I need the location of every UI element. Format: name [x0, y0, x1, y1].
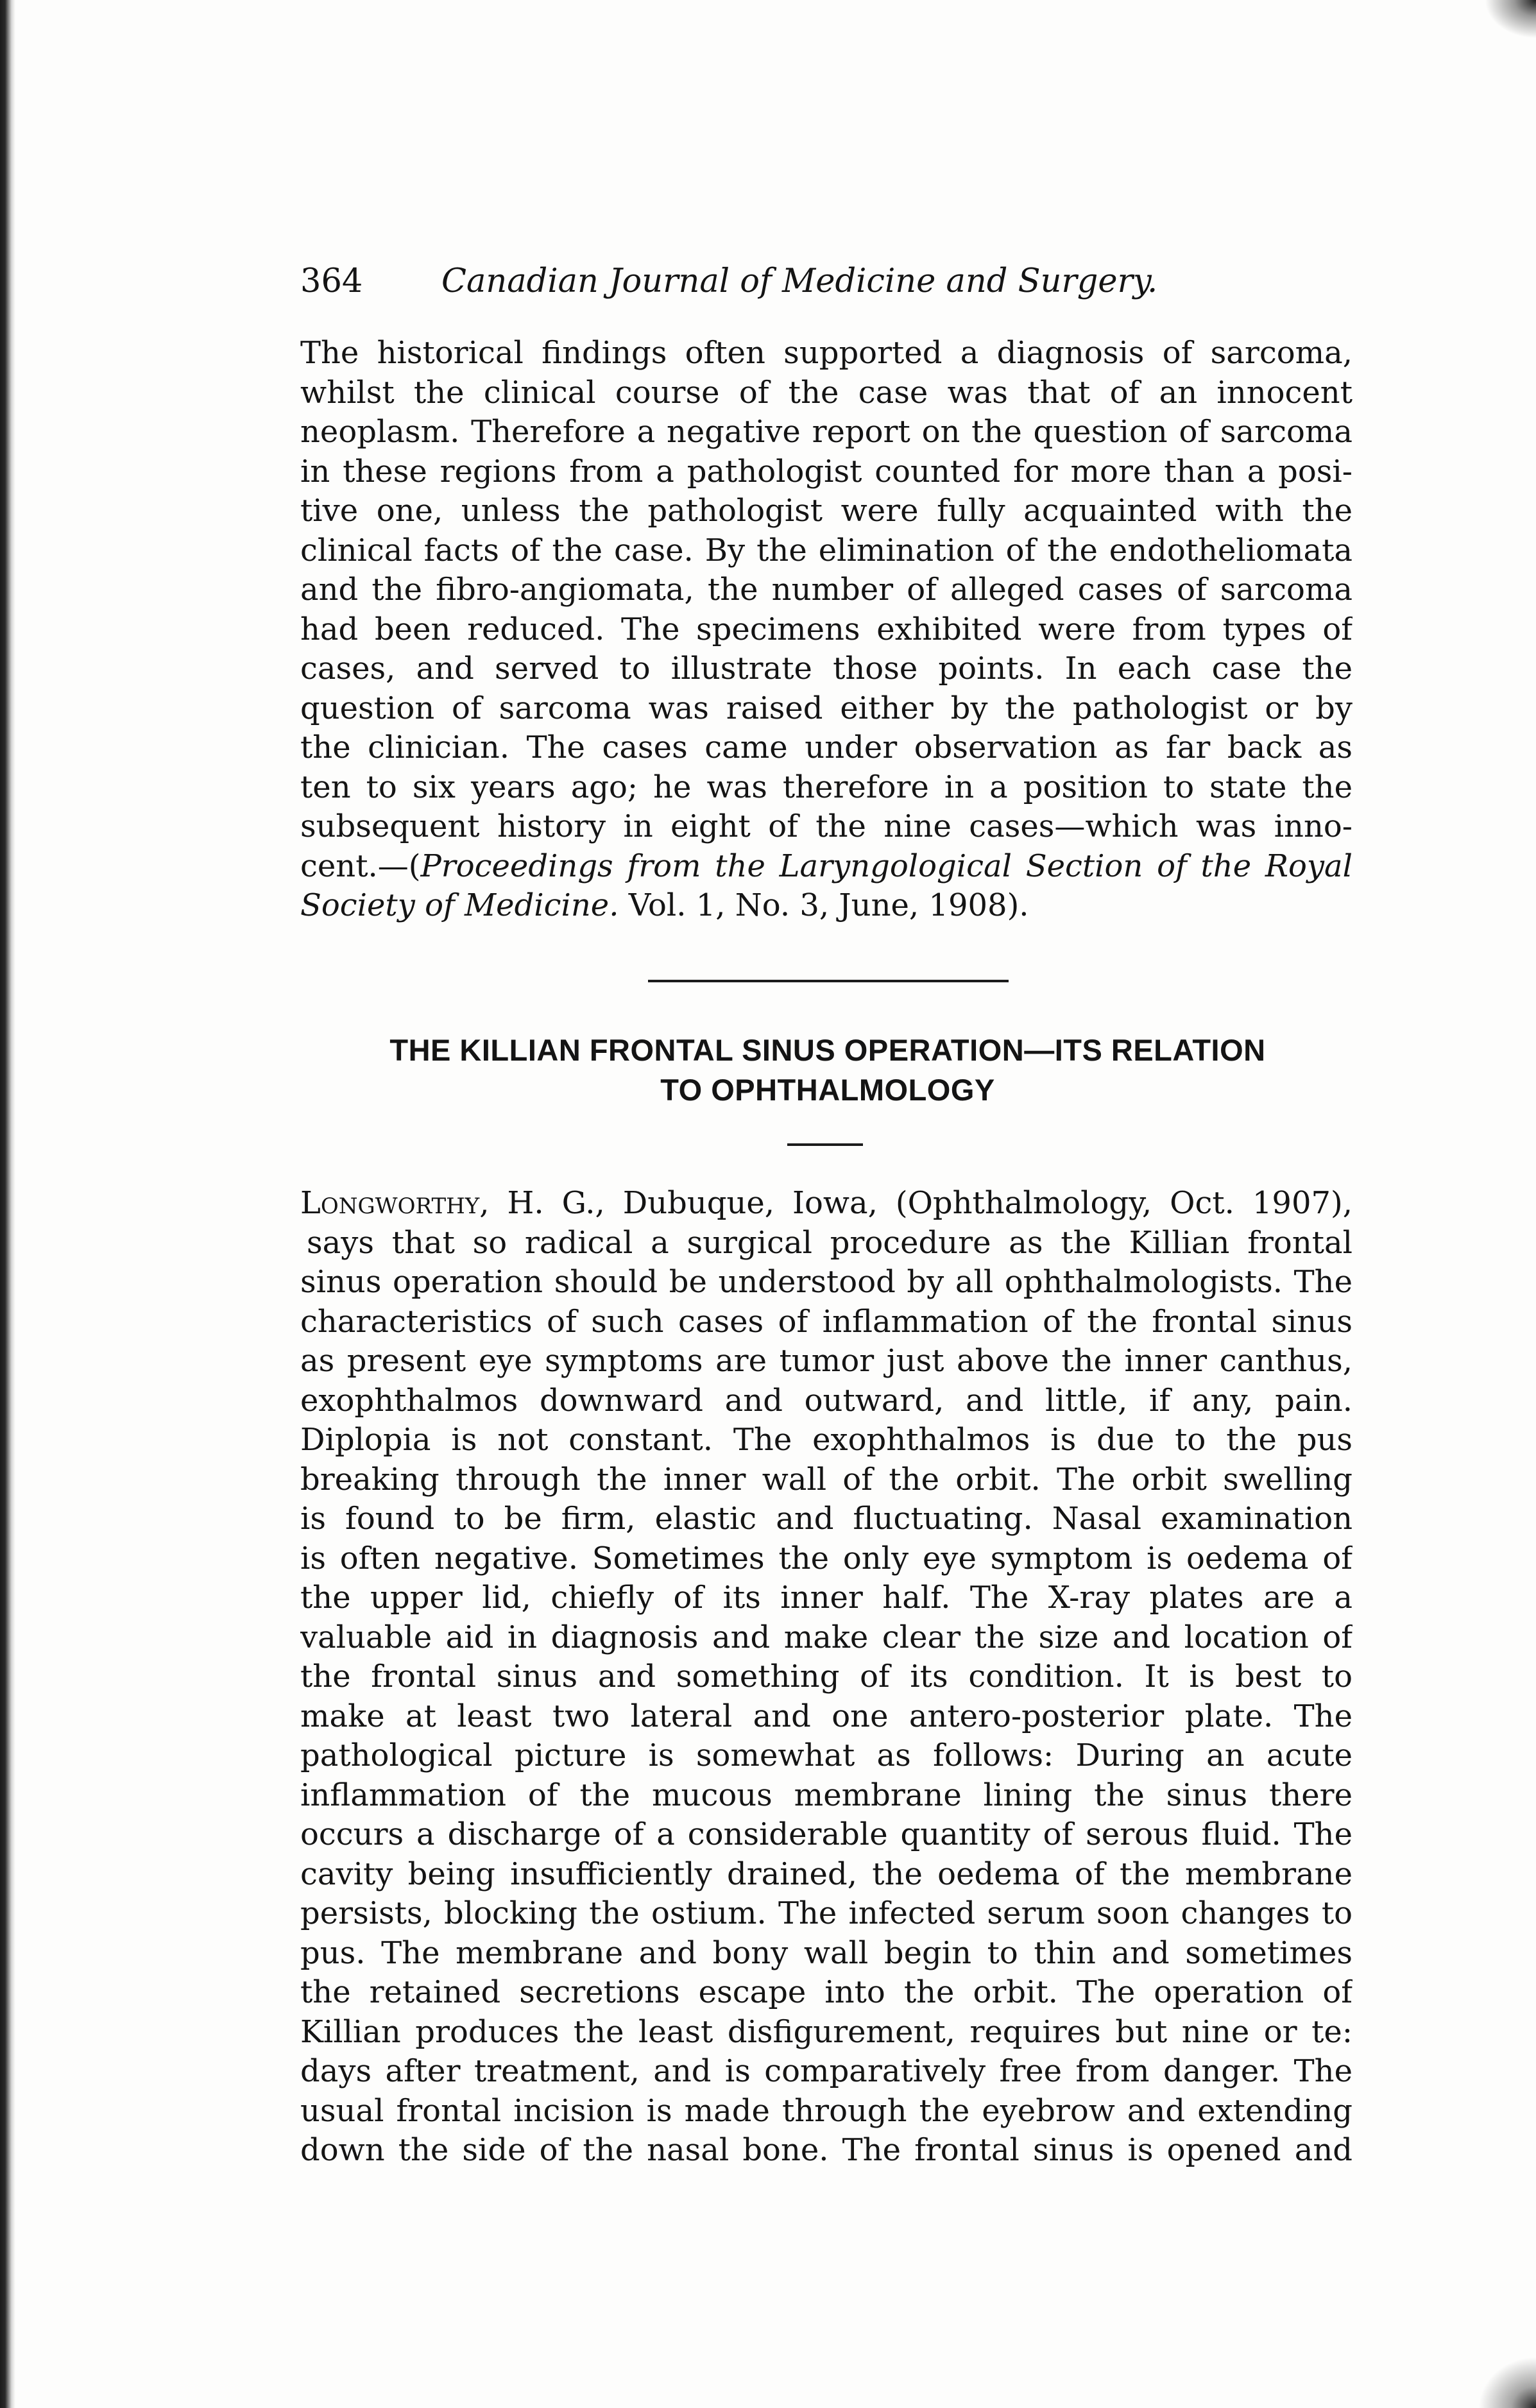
paragraph-line: as present eye symptoms are tumor just above the inner canthus,: [300, 1343, 1353, 1379]
paragraph-line: pathological picture is somewhat as follows: During an acute: [300, 1738, 1353, 1773]
scan-corner-smudge-bottom: [1478, 2357, 1536, 2408]
citation-line: [300, 886, 1353, 926]
paragraph-line: says that so radical a surgical procedure as the Killian frontal: [307, 1224, 1353, 1261]
paragraph-line: inflammation of the mucous membrane lining the sinus there: [300, 1777, 1353, 1813]
paragraph-line: pus. The membrane and bony wall begin to thin and sometimes: [300, 1934, 1353, 1971]
paragraph-line: characteristics of such cases of inflammation of the frontal sinus: [300, 1303, 1353, 1340]
author-details: H. G., Dubuque, Iowa, (Ophthalmology, Oct. 1907),: [489, 1185, 1353, 1221]
paragraph-line: the upper lid, chiefly of its inner half. The X-ray plates are a: [300, 1580, 1353, 1616]
paragraph-line: exophthalmos downward and outward, and little, if any, pain.: [300, 1382, 1353, 1419]
paragraph-line: the frontal sinus and something of its condition. It is best to: [300, 1659, 1353, 1695]
paragraph-line: neoplasm. Therefore a negative report on the question of sarcoma: [300, 414, 1353, 450]
paragraph-line: down the side of the nasal bone. The frontal sinus is opened and: [300, 2132, 1353, 2168]
paragraph-line: the clinician. The cases came under observation as far back as: [300, 730, 1353, 765]
citation-source-italic: Proceedings from the Laryngological Section of the Royal: [420, 848, 1353, 884]
paragraph-line: is found to be firm, elastic and fluctuating. Nasal examination: [300, 1501, 1353, 1537]
journal-title: Canadian Journal of Medicine and Surgery.: [441, 262, 1158, 300]
scan-corner-smudge-top: [1485, 0, 1536, 38]
paragraph-line: cases, and served to illustrate those points. In each case the: [300, 651, 1353, 687]
paragraph-line: ten to six years ago; he was therefore in a position to state the: [300, 769, 1353, 805]
article-killian-text: [300, 1184, 1353, 2171]
heading-line: TO OPHTHALMOLOGY: [660, 1073, 995, 1107]
paragraph-line: persists, blocking the ostium. The infected serum soon changes to: [300, 1895, 1353, 1931]
page-number: 364: [300, 262, 363, 300]
citation-prefix: cent.—(: [300, 848, 421, 884]
paragraph-line: The historical findings often supported a diagnosis of sarcoma,: [300, 335, 1353, 371]
running-head: [300, 259, 1353, 304]
paragraph-line: occurs a discharge of a considerable quantity of serous fluid. The: [300, 1816, 1353, 1852]
section-heading: [282, 1030, 1373, 1110]
paragraph-line: clinical facts of the case. By the elimination of the endotheliomata: [300, 532, 1353, 568]
paragraph-line: valuable aid in diagnosis and make clear the size and location of: [300, 1619, 1353, 1655]
paragraph-line: had been reduced. The specimens exhibited were from types of: [300, 611, 1353, 647]
paragraph-line: days after treatment, and is comparatively free from danger. The: [300, 2053, 1353, 2089]
paragraph-line: subsequent history in eight of the nine cases—which was inno-: [300, 808, 1353, 844]
paragraph-line: Diplopia is not constant. The exophthalmos is due to the pus: [300, 1422, 1353, 1458]
paragraph-line: and the fibro-angiomata, the number of alleged cases of sarcoma: [300, 572, 1353, 608]
paragraph-line: in these regions from a pathologist counted for more than a posi-: [300, 453, 1353, 490]
paragraph-line: question of sarcoma was raised either by the pathologist or by: [300, 690, 1353, 726]
heading-line: THE KILLIAN FRONTAL SINUS OPERATION—ITS RELATION: [389, 1033, 1266, 1067]
citation-volume: Vol. 1, No. 3, June, 1908).: [619, 887, 1029, 923]
heading-underline-rule: [787, 1143, 863, 1146]
paragraph-line: usual frontal incision is made through the eyebrow and extending: [300, 2092, 1353, 2129]
author-name: Longworthy,: [300, 1185, 490, 1221]
article-sarcoma-text: [300, 334, 1353, 926]
paragraph-line: cavity being insufficiently drained, the oedema of the membrane: [300, 1856, 1353, 1892]
paragraph-line: is often negative. Sometimes the only eye symptom is oedema of: [300, 1540, 1353, 1576]
scan-left-edge-shadow: [0, 0, 15, 2408]
paragraph-line: tive one, unless the pathologist were fully acquainted with the: [300, 493, 1353, 529]
section-divider-rule: [648, 980, 1009, 982]
paragraph-line: the retained secretions escape into the orbit. The operation of: [300, 1974, 1353, 2010]
paragraph-line: Killian produces the least disfigurement, requires but nine or te:: [300, 2013, 1353, 2050]
citation-line: [300, 847, 1353, 887]
citation-source-italic: Society of Medicine.: [300, 887, 619, 923]
paragraph-line: sinus operation should be understood by all ophthalmologists. The: [300, 1264, 1353, 1300]
paragraph-line: breaking through the inner wall of the orbit. The orbit swelling: [300, 1461, 1353, 1498]
paragraph-line: make at least two lateral and one antero-posterior plate. The: [300, 1698, 1353, 1734]
paragraph-line: whilst the clinical course of the case was that of an innocent: [300, 374, 1353, 411]
paragraph-first-line: [300, 1184, 1353, 1224]
